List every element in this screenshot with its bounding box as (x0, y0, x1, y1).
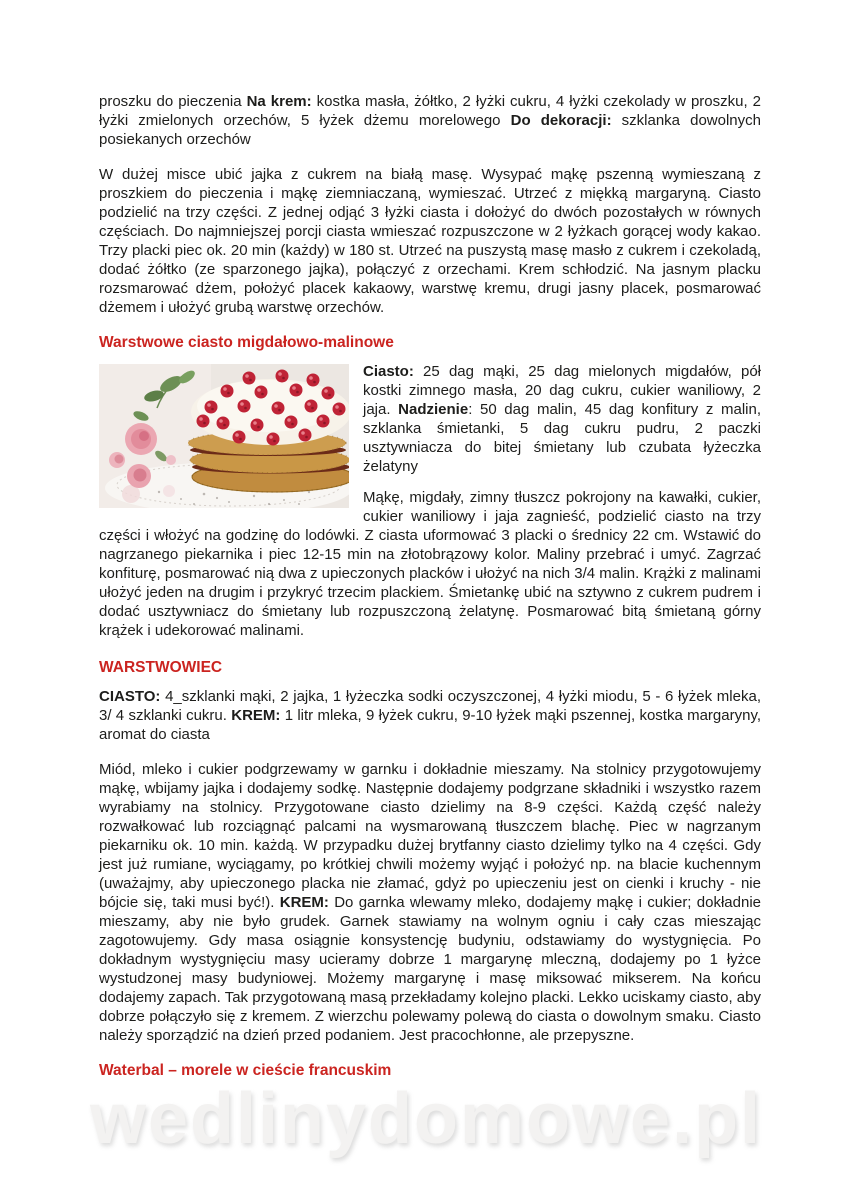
intro-method-paragraph: W dużej misce ubić jajka z cukrem na białą masę. Wysypać mąkę pszenną wymieszaną z proszkiem do pieczenia i mąkę ziemniaczaną, wymieszać. Utrzeć z miękką margaryną. Ciasto podzielić na trzy części. Z jednej odjąć 3 łyżki ciasta i dołożyć do dwóch pozostałych w równych częściach. Do najmniejszej porcji ciasta wmieszać rozpuszczone w 2 łyżkach gorącej wody kakao. Trzy placki piec ok. 20 min (każdy) w 180 st. Utrzeć na puszystą masę masło z cukrem i czekoladą, dodać żółtko (ze sparzonego jajka), połączyć z orzechami. Krem schłodzić. Na jasnym placku rozsmarować dżem, położyć placek kakaowy, warstwę kremu, drugi jasny placek, posmarować dżemem i ułożyć grubą warstwę orzechów. (99, 166, 761, 316)
watermark: wedlinydomowe.pl (90, 1079, 763, 1159)
almond-raspberry-method-paragraph: Mąkę, migdały, zimny tłuszcz pokrojony na kawałki, cukier, cukier waniliowy i jaja zagnieść, podzielić ciasto na trzy części i włożyć na godzinę do lodówki. Z ciasta uformować 3 placki o średnicy 22 cm. Wstawić do nagrzanego piekarnika i piec 12-15 min na złotobrązowy kolor. Maliny przebrać i umyć. Zagrzać konfiturę, posmarować nią dwa z upieczonych placków i ułożyć na nich 3/4 malin. Krążki z malinami ułożyć jeden na drugim i przykryć trzecim plackiem. Śmietankę ubić na sztywno z cukrem pudrem i dodać usztywniacz do śmietany lub rozpuszczoną żelatynę. Posmarować bitą śmietaną górny krążek i udekorować malinami. (99, 489, 761, 639)
recipe-almond-raspberry-body (99, 362, 761, 656)
almond-raspberry-ingredients-paragraph: Ciasto: 25 dag mąki, 25 dag mielonych migdałów, pół kostki zimnego masła, 20 dag cukru, cukier waniliowy, 2 jaja. Nadzienie: 50 dag malin, 45 dag konfitury z malin, szklanka śmietanki, 5 dag cukru pudru, 2 paczki usztywniacza do bitej śmietany lub czubata łyżeczka żelatyny (363, 363, 761, 475)
warstwowiec-method-paragraph: Miód, mleko i cukier podgrzewamy w garnku i dokładnie mieszamy. Na stolnicy przygotowujemy mąkę, wbijamy jajka i dodajemy sodkę. Następnie dodajemy podgrzane składniki i wszystko razem wyrabiamy na stolnicy. Przygotowane ciasto dzielimy na 8-9 części. Każdą część należy rozwałkować lub rozciągnąć palcami na wysmarowaną tłuszczem blachę. Piec w nagrzanym piekarniku ok. 10 min. każdą. W przypadku dużej brytfanny ciasto dzielimy tylko na 4 części. Gdy jest już rumiane, wyciągamy, po krótkiej chwili możemy wyjąć i położyć np. na blacie kuchennym (uważajmy, aby upieczonego placka nie złamać, gdyż po upieczeniu jest on cienki i kruchy - nie bójcie się, taki musi być!). KREM: Do garnka wlewamy mleko, dodajemy mąkę i cukier; dokładnie mieszamy, aby nie było grudek. Garnek stawiamy na wolnym ogniu i cały czas mieszając zagotowujemy. Gdy masa osiągnie konsystencję budyniu, odstawiamy do wystygnięcia. Po dokładnym wystygnięciu masy ucieramy dobrze 1 margarynę mleczną, dodajemy po 1 łyżce wystudzonej masy budyniowej. Możemy margarynę i masę miksować mikserem. Na końcu dodajemy zapach. Tak przygotowaną masą przekładamy kolejno placki. Lekko uciskamy ciasto, aby dobrze połączyło się z kremem. Z wierzchu polewamy polewą do ciasta o dowolnym smaku. Ciasto należy sporządzić na dzień przed podaniem. Jest pracochłonne, ale przepyszne. (99, 761, 762, 1044)
cake-photo (99, 364, 349, 508)
page-content (99, 92, 761, 1090)
recipe-title-almond-raspberry: Warstwowe ciasto migdałowo-malinowe (99, 334, 394, 351)
intro-ingredients-paragraph: proszku do pieczenia Na krem: kostka masła, żółtko, 2 łyżki cukru, 4 łyżki czekolady w proszku, 2 łyżki zmielonych orzechów, 5 łyżek dżemu morelowego Do dekoracji: szklanka dowolnych posiekanych orzechów (99, 93, 761, 148)
recipe-title-warstwowiec: WARSTWOWIEC (99, 659, 223, 676)
recipe-title-waterbal: Waterbal – morele w cieście francuskim (99, 1062, 392, 1079)
warstwowiec-ingredients-paragraph: CIASTO: 4_szklanki mąki, 2 jajka, 1 łyżeczka sodki oczyszczonej, 4 łyżki miodu, 5 - 6 łyżek mleka, 3/ 4 szklanki cukru. KREM: 1 litr mleka, 9 łyżek cukru, 9-10 łyżek mąki pszennej, kostka margaryny, aromat do ciasta (99, 688, 762, 743)
